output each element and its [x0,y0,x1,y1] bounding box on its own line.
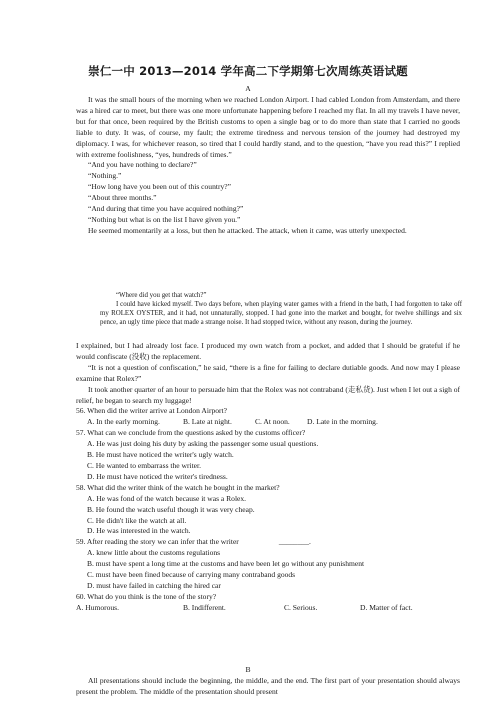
option-d: D. He must have noticed the writer's tiredness. [87,471,228,481]
option-a: A. He was fond of the watch because it was a Rolex. [87,493,247,503]
option-c: C. must have been fined because of carrying many contraband goods [87,570,296,580]
quote-question: “Where did you get that watch?” [116,292,207,299]
dialogue-line: “Nothing but what is on the list I have given you.” [88,214,241,224]
paragraph-4: “It is not a question of confiscation,” he said, “there is a fine for failing to declare dutiable goods. And now may I please examine that Rolex?” [76,362,460,383]
paragraph-3: I explained, but I had already lost face. I produced my own watch from a pocket, and added that I should be grateful if he would confiscate (没收) the replacement. [76,341,460,361]
option-c: C. At noon. [255,417,290,427]
dialogue-line: “Nothing.” [88,171,122,181]
question-57: 57. What can we conclude from the questions asked by the customs officer? [76,428,306,438]
section-b-heading: B [245,665,251,674]
question-59-text: 59. After reading the story we can infer that the writer [76,537,239,547]
option-b: B. must have spent a long time at the customs and have been let go without any punishment [87,559,365,569]
section-a-heading: A [245,84,251,93]
paragraph-5: It took another quarter of an hour to persuade him that the Rolex was not contraband (走私货). Just when I let out a sigh of relief, he began to search my luggage! [76,384,461,405]
dialogue-line: “How long have you been out of this country?” [88,182,231,192]
passage-a-part1 [76,95,460,237]
question-60: 60. What do you think is the tone of the story? [76,591,217,601]
quote-body: I could have kicked myself. Two days before, when playing water games with a friend in the bath, I had forgotten to take off my ROLEX OYSTER, and it had, not unnaturally, stopped. I had gone into the market and bought, for twelve shillings and six pence, an ugly time piece that made a strange noise. It had stopped twice, without any reason, during the journey. [100,301,462,327]
dialogue-line: “About three months.” [88,193,157,203]
option-d: D. He was interested in the watch. [87,526,191,536]
passage-b [76,676,460,698]
option-a: A. He was just doing his duty by asking the passenger some usual questions. [87,439,319,449]
passage-a-part2 [76,341,460,614]
option-b: B. Late at night. [183,417,232,427]
indented-quote [100,291,462,327]
exam-title: 崇仁一中 2013—2014 学年高二下学期第七次周练英语试题 [88,64,408,78]
dialogue-line: “And you have nothing to declare?” [88,160,197,170]
option-d: D. Matter of fact. [360,602,413,612]
option-d: D. must have failed in catching the hired car [87,580,221,590]
option-a: A. Humorous. [76,602,119,612]
option-b: B. He must have noticed the writer's ugly watch. [87,450,234,460]
paragraph-1: It was the small hours of the morning when we reached London Airport. I had cabled London from Amsterdam, and there was a hired car to meet, but there was one more unfortunate happening before I reached my flat. In all my travels I have never, but for that once, been required by the British customs to open a single bag or to do more than state that I carried no goods liable to duty. It was, of course, my fault; the extreme tiredness and nervous tension of the journey had destroyed my diplomacy. I was, for whichever reason, so tired that I could hardly stand, and to the question, “have you read this?” I replied with extreme foolishness, “yes, hundreds of times.” [76,95,460,159]
question-58: 58. What did the writer think of the watch he bought in the market? [76,482,280,492]
question-59 [76,537,460,548]
dialogue-line: “And during that time you have acquired nothing?” [88,204,244,214]
question-60-options [76,603,460,614]
option-a: A. knew little about the customs regulations [87,548,221,558]
option-d: D. Late in the morning. [307,417,378,427]
option-b: B. Indifferent. [183,602,226,612]
answer-blank: ________. [278,537,311,547]
option-b: B. He found the watch useful though it was very cheap. [87,504,255,514]
option-c: C. He wanted to embarrass the writer. [87,460,202,470]
option-c: C. Serious. [284,602,318,612]
option-a: A. In the early morning. [87,417,160,427]
option-c: C. He didn't like the watch at all. [87,515,187,525]
paragraph-2: He seemed momentarily at a loss, but then he attacked. The attack, when it came, was utterly unexpected. [88,225,407,235]
paragraph-b1: All presentations should include the beginning, the middle, and the end. The first part of your presentation should always present the problem. The middle of the presentation should present [76,676,460,696]
question-56: 56. When did the writer arrive at London Airport? [76,406,227,416]
question-56-options [76,417,460,428]
